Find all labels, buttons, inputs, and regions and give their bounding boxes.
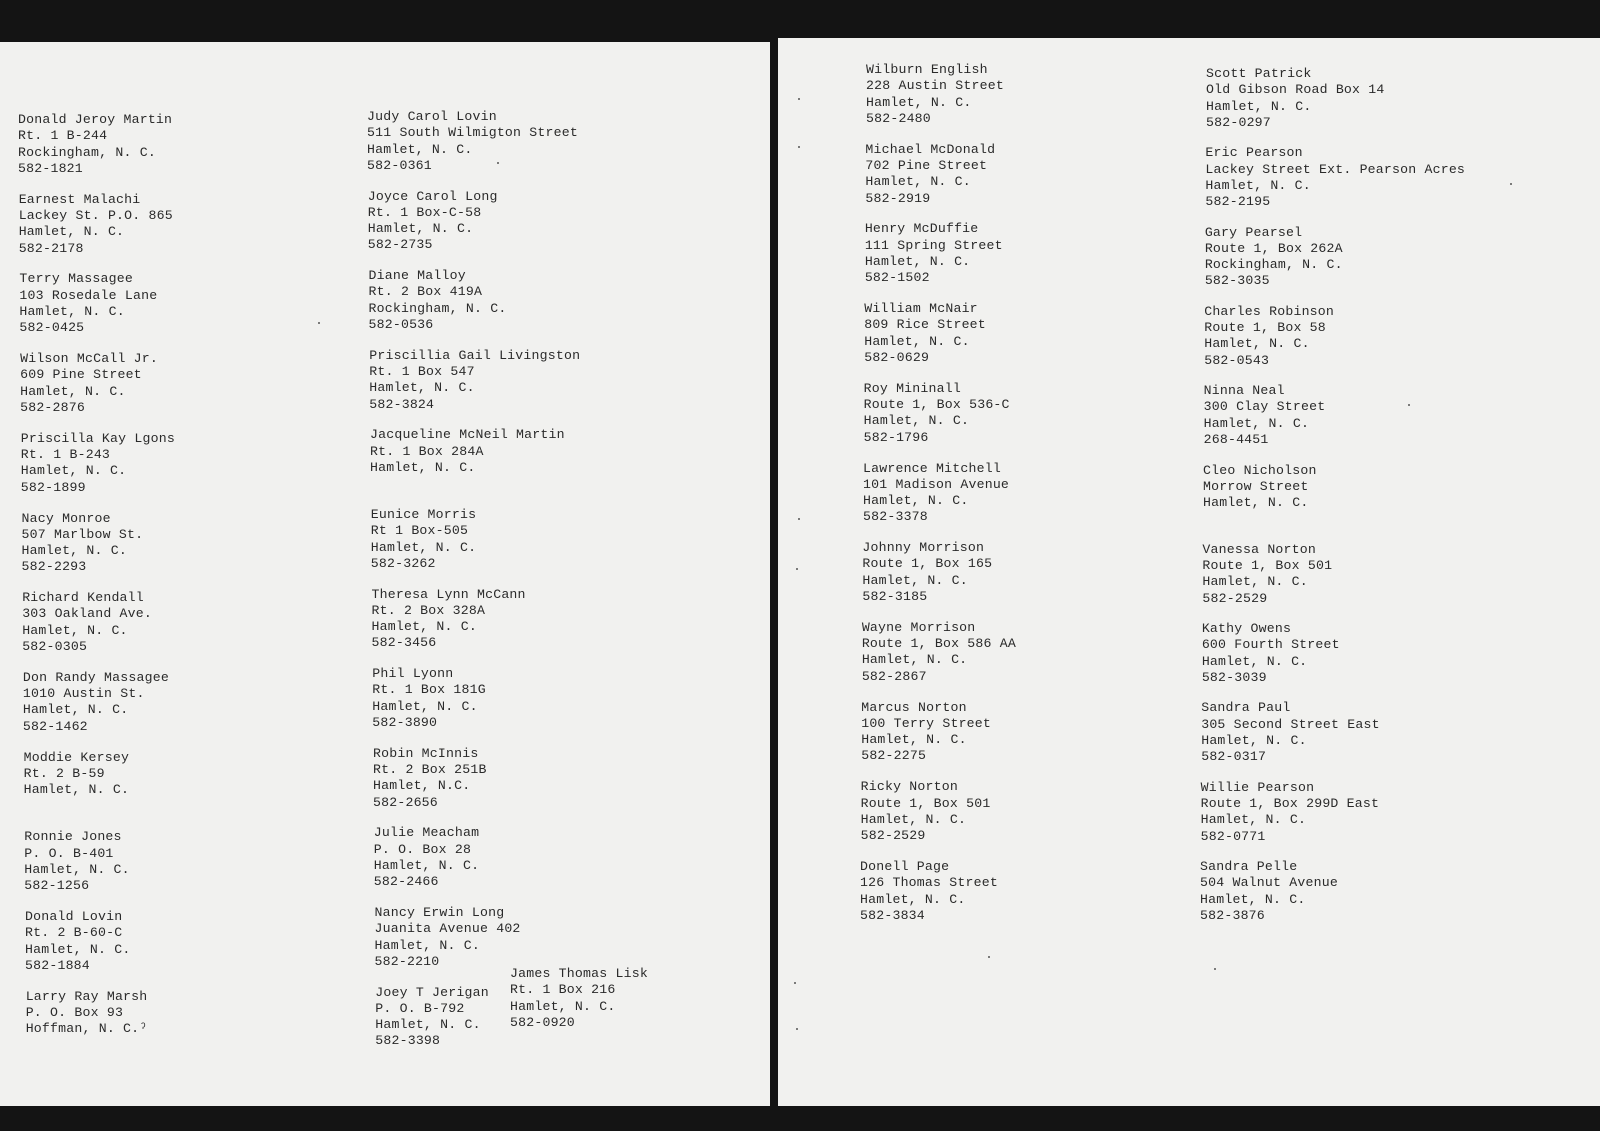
directory-entry [862,540,1202,605]
entry-city: Hamlet, N. C. [22,622,128,638]
entry-name: Joey T Jerigan [375,984,489,1000]
paper-speck [1214,968,1216,970]
entry-phone: 582-0543 [1204,352,1270,368]
entry-name: Michael McDonald [865,141,996,157]
directory-entry [863,461,1203,526]
directory-entry [1202,621,1542,686]
entry-address: 305 Second Street East [1201,716,1380,732]
entry-phone: 582-0297 [1206,114,1271,130]
directory-entry [20,351,360,416]
entry-phone: 582-3262 [370,555,436,571]
entry-city: Hamlet, N.C. [373,778,471,794]
entry-phone: 582-1899 [20,479,86,495]
right-page [778,38,1600,1106]
directory-entry [374,825,714,890]
directory-entry [1201,700,1541,765]
entry-address: Route 1, Box 586 AA [861,636,1016,652]
entry-address: Lackey St. P.O. 865 [18,207,173,223]
paper-speck [796,568,798,570]
entry-address: Rt. 1 Box 547 [369,364,475,380]
directory-entry [18,112,358,177]
entry-city: Hamlet, N. C. [510,998,616,1014]
entry-city: Hamlet, N. C. [369,380,475,396]
entry-phone: 582-2876 [20,399,86,415]
entry-city: Hamlet, N. C. [1204,336,1310,352]
entry-name: Ninna Neal [1203,383,1285,399]
entry-city: Hamlet, N. C. [1201,732,1307,748]
directory-entry [1201,780,1541,845]
entry-phone: 582-3834 [860,907,925,923]
entry-name: Lawrence Mitchell [863,460,1001,476]
entry-phone: 582-3398 [375,1033,441,1049]
entry-address: 101 Madison Avenue [863,476,1010,492]
entry-address: Rt. 1 Box-C-58 [367,204,482,220]
directory-entry [1204,304,1544,369]
entry-phone: 582-0771 [1200,828,1266,844]
directory-entry [864,301,1204,366]
directory-entry [860,859,1200,924]
entry-city: Hamlet, N. C. [1206,98,1312,114]
entry-city: Hamlet, N. C. [860,811,967,827]
directory-entry [371,507,711,572]
entry-phone: 582-2275 [861,748,927,764]
entry-city: Hamlet, N. C. [371,619,477,635]
directory-entry [370,427,710,476]
entry-name: Ronnie Jones [24,829,122,845]
entry-phone: 582-3824 [369,396,435,412]
entry-phone: 582-1796 [863,429,929,445]
entry-name: Terry Massagee [19,271,133,287]
directory-entry [865,142,1205,207]
entry-city: Hamlet, N. C. [18,224,125,240]
entry-address: 100 Terry Street [861,715,992,731]
entry-address: Rt. 2 Box 251B [373,762,487,778]
entry-city: Hamlet, N. C. [863,493,969,509]
directory-entry [19,271,359,336]
entry-phone: 582-2867 [861,668,927,684]
entry-phone: 582-3876 [1200,907,1265,923]
entry-address: Route 1, Box 58 [1204,320,1326,336]
entry-city: Hamlet, N. C. [1205,177,1311,193]
paper-speck [796,1028,798,1030]
entry-city: Rockingham, N. C. [1204,257,1343,273]
entry-phone: 582-1462 [22,718,88,734]
directory-entry [510,966,770,1031]
entry-address: P. O. Box 93 [25,1004,124,1020]
directory-entry [1205,145,1545,210]
entry-city: Hamlet, N. C. [22,702,129,718]
directory-entry [369,348,709,413]
entry-address: Route 1, Box 536-C [863,397,1010,413]
entry-city: Hamlet, N. C. [1203,495,1309,511]
entry-phone: 582-2178 [18,240,84,256]
entry-city: Hamlet, N. C. [1201,653,1308,669]
entry-name: Nancy Erwin Long [374,905,505,920]
entry-address: Rt. 1 Box 216 [510,982,616,998]
entry-city: Hamlet, N. C. [375,1017,481,1033]
directory-entry [26,989,366,1038]
directory-entry [22,511,362,576]
entry-phone: 582-3378 [863,509,928,525]
entry-address: 126 Thomas Street [860,875,998,891]
entry-address: 702 Pine Street [865,157,988,173]
paper-speck [1408,404,1410,406]
directory-entry [367,109,707,174]
directory-entry [24,750,364,799]
entry-phone: 582-3456 [371,635,437,651]
directory-entry [1204,383,1544,448]
entry-name: Donell Page [860,859,950,874]
directory-entry [862,620,1202,685]
entry-phone: 582-2656 [373,794,438,810]
entry-phone: 582-2480 [866,110,931,126]
entry-name: Don Randy Massagee [22,669,169,685]
entry-name: Eric Pearson [1205,145,1303,161]
entry-name: Willie Pearson [1200,779,1315,795]
entry-city: Hamlet, N. C. [20,383,126,399]
entry-name: Charles Robinson [1204,303,1335,319]
entry-name: Theresa Lynn McCann [371,586,526,602]
entry-address: 228 Austin Street [866,78,1004,94]
entry-name: Donald Jeroy Martin [18,112,173,127]
entry-name: Phil Lyonn [372,666,454,682]
directory-entry [861,700,1201,765]
entry-phone: 582-0305 [22,639,88,655]
entry-name: Henry McDuffie [864,221,979,237]
entry-phone: 582-1256 [24,878,90,894]
directory-entry [1202,542,1542,607]
entry-name: Larry Ray Marsh [25,988,148,1004]
entry-name: Wayne Morrison [861,619,976,635]
entry-city: Hamlet, N. C. [865,174,971,190]
entry-name: Vanessa Norton [1202,541,1316,557]
entry-address: 600 Fourth Street [1201,637,1340,653]
paper-speck [497,162,499,164]
entry-address: Rt. 2 Box 419A [368,284,483,300]
directory-entry [21,431,361,496]
entry-address: P. O. B-401 [24,845,114,861]
entry-address: Morrow Street [1203,478,1309,494]
entry-address: Rt. 2 B-59 [23,765,105,781]
entry-address: Rt. 1 B-243 [20,447,111,463]
entry-city: Hamlet, N. C. [21,543,127,559]
entry-name: Sandra Pelle [1200,859,1298,874]
entry-city: Hamlet, N. C. [23,782,130,798]
paper-speck [794,982,796,984]
directory-entry [1205,225,1545,290]
entry-city: Hamlet, N. C. [1200,812,1307,828]
entry-phone: 582-1884 [25,957,90,973]
entry-address: 504 Walnut Avenue [1200,875,1338,891]
entry-city: Hamlet, N. C. [372,698,478,714]
paper-speck [318,322,320,324]
entry-name: Judy Carol Lovin [367,109,497,124]
entry-name: Gary Pearsel [1204,224,1303,240]
entry-address: P. O. B-792 [375,1000,465,1016]
directory-entry [373,746,713,811]
entry-phone: 582-3035 [1204,273,1270,289]
entry-city: Hamlet, N. C. [862,572,968,588]
entry-phone: 582-1821 [18,160,83,176]
entry-name: Diane Malloy [368,268,466,284]
entry-city: Hamlet, N. C. [1203,415,1310,431]
left-page [0,42,770,1106]
entry-phone: 582-2735 [367,237,433,253]
entry-city: Hamlet, N. C. [861,732,967,748]
entry-phone: 582-0361 [367,157,432,173]
entry-city: Hamlet, N. C. [367,141,473,157]
entry-city: Rockingham, N. C. [368,300,507,316]
directory-entry [25,909,365,974]
entry-address: 111 Spring Street [864,237,1003,253]
entry-city: Hamlet, N. C. [864,253,971,269]
directory-entry [23,670,363,735]
entry-address: 511 South Wilmigton Street [367,125,578,141]
entry-address: Rt. 1 Box 181G [372,682,486,698]
directory-entry [1206,66,1546,131]
entry-name: Jacqueline McNeil Martin [370,427,565,443]
entry-name: Julie Meacham [373,825,480,841]
paper-speck [798,98,800,100]
entry-city: Hamlet, N. C. [861,652,968,668]
entry-address: 809 Rice Street [864,317,986,333]
entry-phone: 582-2529 [860,828,926,844]
entry-city: Rockingham, N. C. [18,144,156,160]
directory-entry [1200,859,1540,924]
entry-name: Johnny Morrison [862,540,985,556]
directory-entry [375,905,715,970]
entry-name: Marcus Norton [861,699,967,715]
entry-name: William McNair [864,301,978,317]
directory-entry [864,381,1204,446]
entry-phone: 582-1502 [864,270,930,286]
entry-phone: 582-0629 [864,349,930,365]
entry-phone: 268-4451 [1203,432,1269,448]
entry-name: Wilson McCall Jr. [20,351,159,367]
entry-address: Rt. 1 B-244 [18,128,108,144]
paper-speck [798,146,800,148]
entry-name: Priscillia Gail Livingston [369,347,581,363]
entry-city: Hamlet, N. C. [866,94,972,110]
entry-phone: 582-3185 [862,589,928,605]
directory-entry [861,779,1201,844]
entry-name: Priscilla Kay Lgons [20,430,175,446]
entry-name: Roy Mininall [863,380,961,396]
entry-phone: 582-2919 [865,190,931,206]
directory-entry [1203,463,1543,512]
entry-phone: 582-2195 [1205,194,1271,210]
entry-name: Moddie Kersey [23,749,130,765]
entry-address: Juanita Avenue 402 [374,921,521,937]
entry-address: Route 1, Box 299D East [1200,795,1380,811]
entry-address: 303 Oakland Ave. [22,606,153,622]
entry-city: Hamlet, N. C. [374,937,480,953]
entry-city: Hamlet, N. C. [860,891,966,907]
entry-address: Route 1, Box 501 [1202,558,1333,574]
directory-entry [22,590,362,655]
entry-phone: 582-2210 [374,953,440,969]
entry-name: Sandra Paul [1201,700,1291,716]
entry-phone: 582-0920 [510,1014,575,1030]
entry-address: P. O. Box 28 [373,841,472,857]
directory-entry [24,829,364,894]
directory-entry [19,192,359,257]
entry-city: Hamlet, N. C. [864,333,970,349]
entry-address: Rt 1 Box-505 [370,523,469,539]
entry-name: Joyce Carol Long [367,188,498,204]
entry-phone: 582-3039 [1201,669,1267,685]
entry-name: James Thomas Lisk [510,966,648,981]
entry-name: Ricky Norton [860,779,958,795]
directory-entry [368,189,708,254]
entry-city: Hamlet, N. C. [370,539,477,555]
directory-entry [866,62,1206,127]
paper-speck [988,956,990,958]
entry-phone: 582-0317 [1201,749,1267,765]
entry-phone: 582-2529 [1202,590,1268,606]
entry-city: Hamlet, N. C. [863,413,970,429]
entry-name: Nacy Monroe [21,510,111,526]
directory-entry [369,268,709,333]
entry-name: Eunice Morris [370,507,477,522]
directory-entry [865,221,1205,286]
entry-address: 103 Rosedale Lane [19,287,158,303]
entry-address: Lackey Street Ext. Pearson Acres [1205,161,1466,177]
entry-city: Hamlet, N. C. [370,459,476,475]
entry-phone: 582-0536 [368,317,434,333]
entry-name: Cleo Nicholson [1203,462,1317,478]
entry-phone: 582-2293 [21,559,87,575]
entry-address: 1010 Austin St. [22,686,145,702]
entry-address: 300 Clay Street [1203,399,1326,415]
entry-city: Hamlet, N. C. [1202,574,1308,590]
entry-city: Hoffman, N. C.ˀ [25,1021,148,1037]
entry-name: Earnest Malachi [18,191,141,207]
entry-name: Kathy Owens [1201,621,1292,637]
entry-city: Hamlet, N. C. [19,303,125,319]
entry-name: Robin McInnis [373,745,479,761]
entry-address: Rt. 2 B-60-C [25,925,123,941]
entry-phone: 582-3890 [372,715,438,731]
entry-address: 609 Pine Street [20,367,142,383]
entry-address: 507 Marlbow St. [21,526,144,542]
entry-city: Hamlet, N. C. [373,857,480,873]
entry-city: Hamlet, N. C. [367,221,474,237]
entry-address: Rt. 1 Box 284A [370,443,484,459]
entry-address: Route 1, Box 501 [860,795,991,811]
entry-address: Route 1, Box 262A [1204,240,1343,256]
directory-entry [372,587,712,652]
entry-city: Hamlet, N. C. [24,861,130,877]
entry-city: Hamlet, N. C. [25,941,131,957]
entry-city: Hamlet, N. C. [1200,891,1306,907]
entry-address: Old Gibson Road Box 14 [1206,82,1385,98]
entry-name: Donald Lovin [25,909,123,924]
paper-speck [1510,183,1512,185]
entry-city: Hamlet, N. C. [20,463,127,479]
entry-phone: 582-2466 [373,874,439,890]
entry-address: Route 1, Box 165 [862,556,993,572]
entry-name: Scott Patrick [1206,66,1312,81]
entry-address: Rt. 2 Box 328A [371,602,486,618]
entry-name: Richard Kendall [22,590,144,606]
paper-speck [798,518,800,520]
directory-entry [372,666,712,731]
entry-phone: 582-0425 [19,320,85,336]
entry-name: Wilburn English [866,62,988,77]
